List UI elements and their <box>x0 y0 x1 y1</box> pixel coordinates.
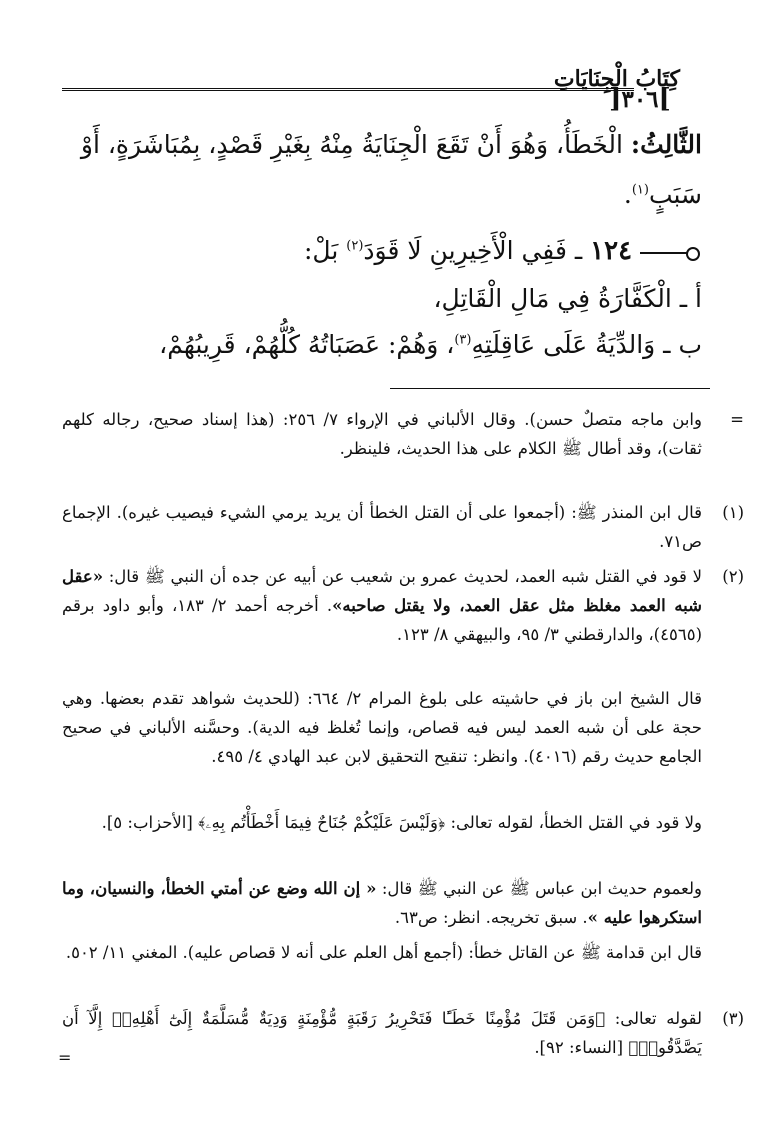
footnote-2-hadith: «عقل شبه العمد مغلظ مثل عقل العمد، ولا يقتل صاحبه» <box>62 567 702 615</box>
page-number-bracket-right: [ <box>658 84 671 114</box>
main-line-4: أ ـ الْكَفَّارَةُ فِي مَالِ الْقَاتِلِ، <box>433 284 702 313</box>
main-line-3-text: ـ فَفِي الْأَخِيرِينِ لَا قَوَدَ <box>363 236 583 265</box>
footnote-3-number: (٣) <box>722 1009 744 1028</box>
main-line-1 <box>62 130 702 159</box>
footnote-continuation-text: وابن ماجه متصلٌ حسن). وقال الألباني في الإرواء ٧/ ٢٥٦: (هذا إسناد صحيح، رجاله كلهم ثقات)، وقد أطال ﷺ الكلام على هذا الحديث، فلينظر. <box>62 410 702 458</box>
footnote-2-paragraph-e: قال ابن قدامة ﷺ عن القاتل خطأ: (أجمع أهل العلم على أنه لا قصاص عليه). المغني ١١/ ٥٠٢. <box>65 943 702 962</box>
continued-mark: = <box>58 1048 72 1067</box>
footnote-2 <box>62 562 744 649</box>
footnote-continuation <box>62 405 744 463</box>
main-line-5-text: ب ـ وَالدِّيَةُ عَلَى عَاقِلَتِهِ <box>471 330 702 359</box>
item-marker-icon <box>640 252 694 254</box>
footnote-2-paragraph-c: ولا قود في القتل الخطأ، لقوله تعالى: ﴿وَلَيْسَ عَلَيْكُمْ جُنَاحٌ فِيمَا أَخْطَأْتُم بِهِۦ﴾ [الأحزاب: ٥]. <box>101 813 702 832</box>
main-line-2-text: سَبَبٍ <box>648 180 702 209</box>
footnote-3-text: لقوله تعالى: ﴿وَمَن قَتَلَ مُؤْمِنًا خَطَـًٔا فَتَحْرِيرُ رَقَبَةٍ مُّؤْمِنَةٍ وَدِيَةٌ مُّسَلَّمَةٌ إِلَىٰٓ أَهْلِهِۦٓ إِلَّآ أَن يَصَّدَّقُوا۟﴾ [النساء: ٩٢]. <box>62 1009 702 1057</box>
footnote-1-number: (١) <box>722 503 744 522</box>
footnote-ref-3[interactable]: (٣) <box>454 332 472 348</box>
main-line-3-end: بَلْ: <box>303 236 347 265</box>
footnote-3 <box>62 1004 744 1062</box>
footnote-2d-text: ولعموم حديث ابن عباس ﷺ عن النبي ﷺ قال: <box>376 879 702 898</box>
header-rule <box>62 88 634 91</box>
footnote-2-text: لا قود في القتل شبه العمد، لحديث عمرو بن شعيب عن أبيه عن جده أن النبي ﷺ قال: <box>103 567 702 586</box>
page-number <box>590 86 690 112</box>
page-number-value: ٣٠٦ <box>621 85 659 113</box>
main-line-2 <box>62 180 702 209</box>
book-title: كِتَابُ الْجِنَايَاتِ <box>553 66 680 92</box>
footnote-1 <box>62 498 744 556</box>
footnote-2-number: (٢) <box>722 567 744 586</box>
main-line-3 <box>62 236 702 266</box>
footnote-separator <box>390 388 710 389</box>
footnote-2-paragraph-d <box>62 874 702 932</box>
main-line-5 <box>62 330 702 359</box>
main-line-1-text: الْخَطَأُ، وَهُوَ أَنْ تَقَعَ الْجِنَايَةُ مِنْهُ بِغَيْرِ قَصْدٍ، بِمُبَاشَرَةٍ، أَوْ <box>80 130 623 159</box>
footnote-2d-source: . سبق تخريجه. انظر: ص٦٣. <box>394 908 588 927</box>
continuation-mark: = <box>730 410 744 429</box>
footnote-ref-1[interactable]: (١) <box>631 182 649 198</box>
footnote-2-paragraph-b: قال الشيخ ابن باز في حاشيته على بلوغ المرام ٢/ ٦٦٤: (للحديث شواهد تقدم بعضها. وهي حجة على أن شبه العمد ليس فيه قصاص، وإنما تُغلظ فيه الدية). وحسَّنه الألباني في صحيح الجامع حديث رقم (٤٠١٦). وانظر: تنقيح التحقيق لابن عبد الهادي ٤/ ٤٩٥. <box>62 689 702 766</box>
main-line-5-end: ، وَهُمْ: عَصَبَاتُهُ كُلُّهُمْ، قَرِيبُهُمْ، <box>159 330 455 359</box>
footnote-1-text: قال ابن المنذر ﷺ: (أجمعوا على أن القتل الخطأ أن يريد يرمي الشيء فيصيب غيره). الإجماع ص٧١. <box>62 503 702 551</box>
page-number-bracket-left: ] <box>609 84 622 114</box>
footnote-ref-2[interactable]: (٢) <box>346 238 364 254</box>
item-number: ١٢٤ <box>590 236 633 266</box>
footnote-2-source: . أخرجه أحمد ٢/ ١٨٣، وأبو داود برقم (٤٥٦٥)، والدارقطني ٣/ ٩٥، والبيهقي ٨/ ١٢٣. <box>62 596 702 644</box>
section-lead: الثَّالِثُ: <box>630 130 702 159</box>
main-line-2-end: . <box>623 180 632 209</box>
footnote-2d-hadith: « إن الله وضع عن أمتي الخطأ، والنسيان، وما استكرهوا عليه » <box>62 879 702 927</box>
